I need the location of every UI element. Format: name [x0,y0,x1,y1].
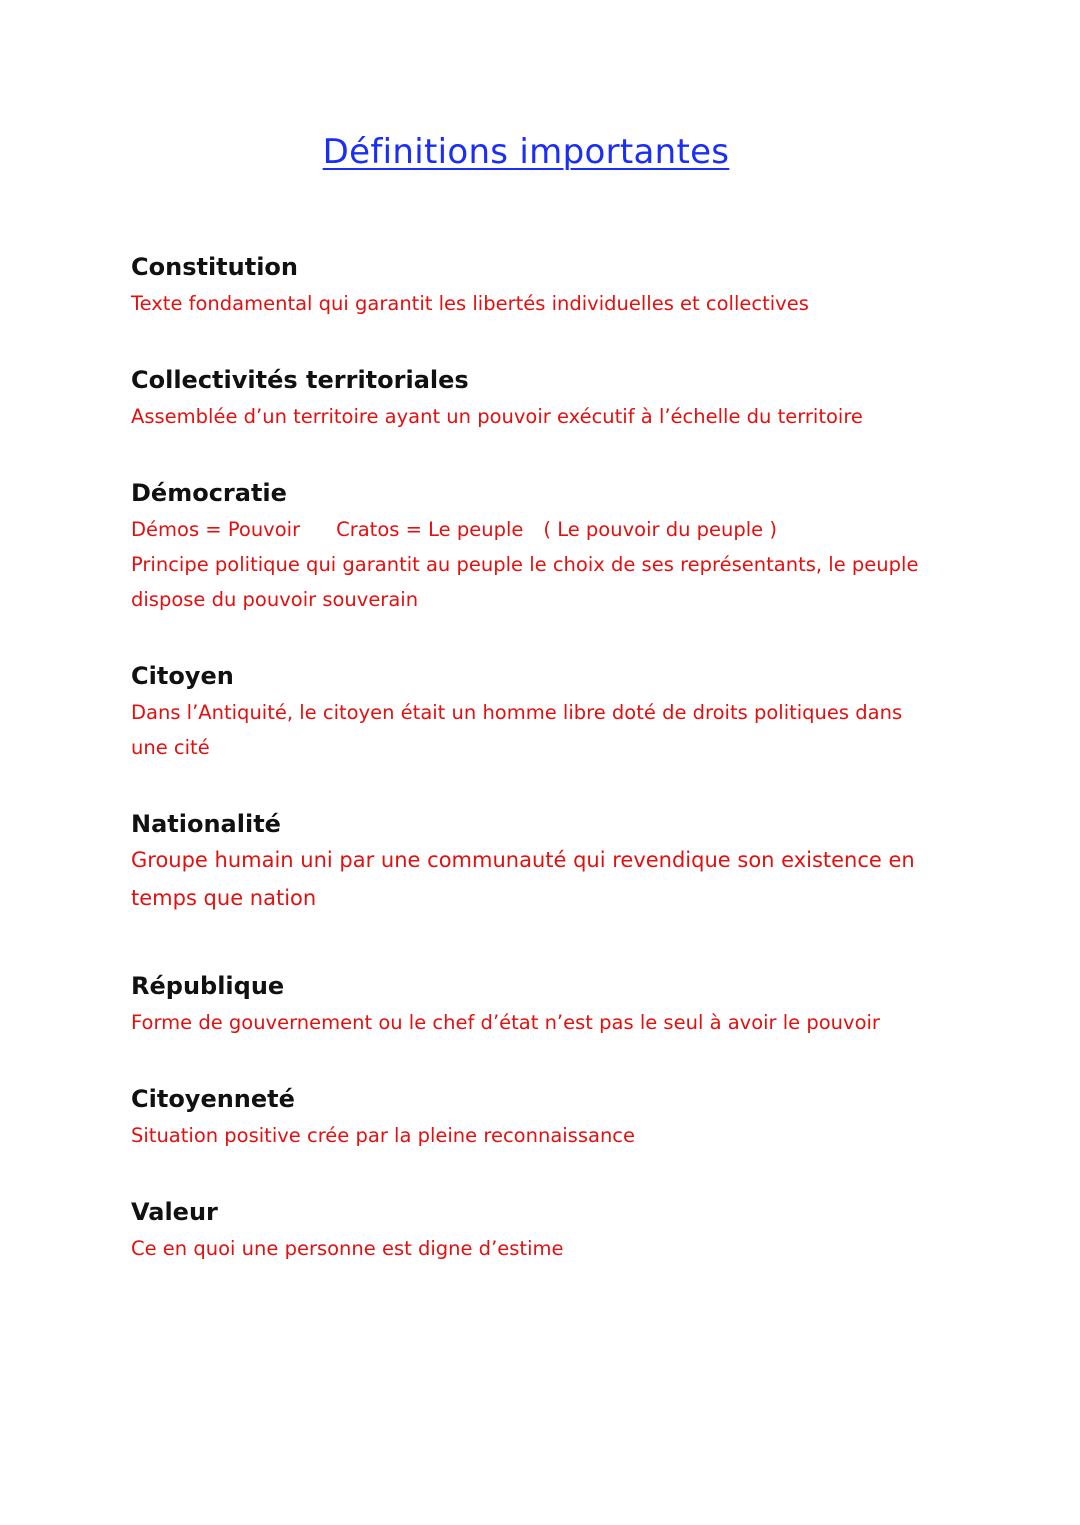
definition-entry-democratie [131,478,991,617]
term-heading: République [131,972,285,1000]
term-heading: Citoyen [131,662,234,690]
definition-entry-citoyen [131,661,991,765]
definition-entry-nationalite [131,809,991,917]
term-heading: Valeur [131,1198,218,1226]
definition-text-line: dispose du pouvoir souverain [131,588,419,611]
etymology-line [131,512,991,547]
definition-text: Texte fondamental qui garantit les libertés individuelles et collectives [131,292,809,315]
definition-entry-valeur [131,1197,991,1266]
definition-entry-collectivites [131,365,991,434]
definition-text: Assemblée d’un territoire ayant un pouvoir exécutif à l’échelle du territoire [131,405,863,428]
definition-entry-republique [131,971,991,1040]
definition-text: Situation positive crée par la pleine reconnaissance [131,1124,636,1147]
definition-entry-constitution [131,252,991,321]
definition-text-line: Groupe humain uni par une communauté qui revendique son existence en [131,848,915,872]
term-heading: Constitution [131,253,299,281]
definition-text-line: Dans l’Antiquité, le citoyen était un homme libre doté de droits politiques dans [131,701,903,724]
term-heading: Nationalité [131,810,281,838]
term-heading: Collectivités territoriales [131,366,469,394]
term-heading: Citoyenneté [131,1085,295,1113]
etymology-cratos: Cratos = Le peuple [336,518,524,541]
etymology-meaning: ( Le pouvoir du peuple ) [543,518,777,541]
etymology-demos: Démos = Pouvoir [131,518,301,541]
definition-entry-citoyennete [131,1084,991,1153]
page-title: Définitions importantes [322,132,730,172]
definition-text-line: une cité [131,736,210,759]
definition-text-line: Principe politique qui garantit au peuple le choix de ses représentants, le peuple [131,553,919,576]
definition-text: Forme de gouvernement ou le chef d’état n’est pas le seul à avoir le pouvoir [131,1011,880,1034]
definition-text-line: temps que nation [131,886,317,910]
definition-text: Ce en quoi une personne est digne d’estime [131,1237,564,1260]
term-heading: Démocratie [131,479,287,507]
